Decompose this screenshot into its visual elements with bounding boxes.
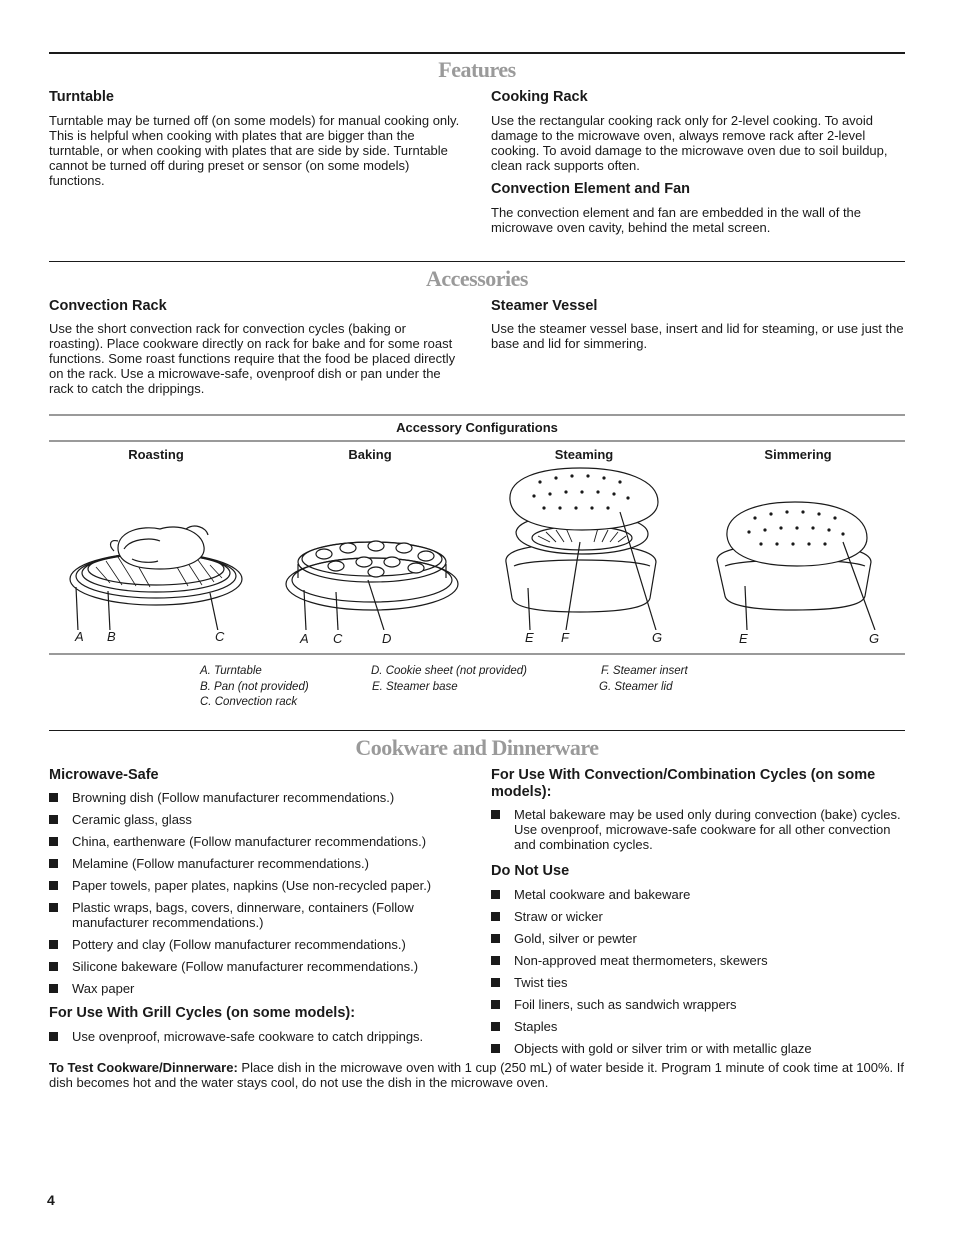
legend-f: F. Steamer insert <box>601 665 688 677</box>
bullet-icon <box>49 793 58 802</box>
cookware-rule <box>49 730 905 731</box>
roasting-label-b: B <box>107 629 116 644</box>
do-not-use-heading: Do Not Use <box>491 863 570 879</box>
list-item: Browning dish (Follow manufacturer recommendations.) <box>49 790 462 805</box>
steaming-label-g: G <box>652 630 663 645</box>
bullet-icon <box>491 1022 500 1031</box>
bullet-icon <box>49 962 58 971</box>
roasting-label-a: A <box>75 629 84 644</box>
convection-element-heading: Convection Element and Fan <box>491 181 690 197</box>
grill-list <box>49 1029 462 1051</box>
cooking-rack-body: Use the rectangular cooking rack only for 2-level cooking. To avoid damage to the microwave oven, always remove rack after 2-level cooking. To avoid damage to the microwave oven due to soil buildup, clean rack supports often. <box>491 113 888 173</box>
list-item: China, earthenware (Follow manufacturer recommendations.) <box>49 834 462 849</box>
legend-e: E. Steamer base <box>372 681 458 693</box>
list-item: Melamine (Follow manufacturer recommendations.) <box>49 856 462 871</box>
features-title: Features <box>438 57 516 82</box>
baking-label-c: C <box>333 631 343 646</box>
bullet-icon <box>491 810 500 819</box>
cookware-title: Cookware and Dinnerware <box>355 735 599 760</box>
list-item: Ceramic glass, glass <box>49 812 462 827</box>
list-item: Plastic wraps, bags, covers, dinnerware, containers (Follow manufacturer recommendations.) <box>49 900 462 930</box>
list-item: Wax paper <box>49 981 462 996</box>
col-baking: Baking <box>348 447 392 462</box>
convection-list <box>491 807 905 859</box>
steaming-label-e: E <box>525 630 534 645</box>
bullet-icon <box>49 903 58 912</box>
steaming-label-f: F <box>561 630 569 645</box>
bullet-icon <box>491 890 500 899</box>
bullet-icon <box>491 934 500 943</box>
roasting-label-c: C <box>215 629 225 644</box>
config-head-rule <box>49 440 905 442</box>
bullet-icon <box>491 978 500 987</box>
config-top-rule <box>49 414 905 416</box>
bullet-icon <box>49 815 58 824</box>
bullet-icon <box>491 956 500 965</box>
config-title: Accessory Configurations <box>396 420 558 435</box>
turntable-heading: Turntable <box>49 89 114 105</box>
bullet-icon <box>49 859 58 868</box>
col-roasting: Roasting <box>128 447 184 462</box>
list-item: Foil liners, such as sandwich wrappers <box>491 997 905 1012</box>
convection-rack-heading: Convection Rack <box>49 298 167 314</box>
bullet-icon <box>491 1000 500 1009</box>
list-item: Paper towels, paper plates, napkins (Use non-recycled paper.) <box>49 878 462 893</box>
legend-a: A. Turntable <box>200 665 262 677</box>
microwave-safe-heading: Microwave-Safe <box>49 767 159 783</box>
bullet-icon <box>49 881 58 890</box>
test-cookware-body: Place dish in the microwave oven with 1 cup (250 mL) of water beside it. Program 1 minute of cook time at 100%. If dish becomes hot and the water stays cool, do not use the dish in the microwave oven. <box>49 1060 904 1090</box>
list-item: Non-approved meat thermometers, skewers <box>491 953 905 968</box>
features-top-rule <box>49 52 905 54</box>
list-item: Pottery and clay (Follow manufacturer recommendations.) <box>49 937 462 952</box>
bullet-icon <box>49 940 58 949</box>
test-cookware-note <box>49 1060 905 1090</box>
simmering-label-e: E <box>739 631 748 646</box>
simmering-illustration <box>715 490 885 630</box>
list-item: Staples <box>491 1019 905 1034</box>
col-simmering: Simmering <box>764 447 832 462</box>
bullet-icon <box>491 912 500 921</box>
list-item: Gold, silver or pewter <box>491 931 905 946</box>
legend-d: D. Cookie sheet (not provided) <box>371 665 527 677</box>
grill-heading: For Use With Grill Cycles (on some models): <box>49 1005 356 1021</box>
bullet-icon <box>49 984 58 993</box>
simmering-label-g: G <box>869 631 880 646</box>
list-item: Metal cookware and bakeware <box>491 887 905 902</box>
list-item: Objects with gold or silver trim or with metallic glaze <box>491 1041 905 1056</box>
page-number: 4 <box>47 1192 55 1208</box>
baking-illustration <box>280 530 480 630</box>
col-steaming: Steaming <box>554 447 614 462</box>
legend-g: G. Steamer lid <box>599 681 673 693</box>
bullet-icon <box>49 837 58 846</box>
bullet-icon <box>49 1032 58 1041</box>
convection-rack-body: Use the short convection rack for convection cycles (baking or roasting). Place cookware directly on rack for bake and for some roast functions. Some roast functions require that the food be placed directly on the rack. Use a microwave-safe, ovenproof dish or pan under the rack to catch the drippings. <box>49 321 456 396</box>
list-item: Straw or wicker <box>491 909 905 924</box>
steamer-vessel-heading: Steamer Vessel <box>491 298 598 314</box>
baking-label-d: D <box>382 631 392 646</box>
do-not-use-list <box>491 887 905 1063</box>
turntable-body: Turntable may be turned off (on some models) for manual cooking only. This is helpful when cooking with plates that are bigger than the turntable, or when cooking with plates that are side by side. Turntable cannot be turned off during preset or sensor (on some models) functions. <box>49 113 460 188</box>
list-item: Twist ties <box>491 975 905 990</box>
list-item: Metal bakeware may be used only during convection (bake) cycles. Use ovenproof, microwave-safe cookware for all other convection and combination cycles. <box>491 807 905 852</box>
steaming-illustration <box>500 462 670 630</box>
legend-c: C. Convection rack <box>200 696 298 708</box>
roasting-illustration <box>60 515 260 630</box>
convection-element-body: The convection element and fan are embedded in the wall of the microwave oven cavity, behind the metal screen. <box>491 205 862 235</box>
list-item: Silicone bakeware (Follow manufacturer recommendations.) <box>49 959 462 974</box>
accessories-rule <box>49 261 905 262</box>
convection-heading: For Use With Convection/Combination Cycles (on some models): <box>491 767 876 800</box>
legend-b: B. Pan (not provided) <box>200 681 309 693</box>
test-cookware-label: To Test Cookware/Dinnerware: <box>49 1060 238 1075</box>
bullet-icon <box>491 1044 500 1053</box>
baking-label-a: A <box>300 631 309 646</box>
config-bottom-rule <box>49 653 905 655</box>
steamer-vessel-body: Use the steamer vessel base, insert and lid for steaming, or use just the base and lid for simmering. <box>491 321 904 351</box>
accessories-title: Accessories <box>425 266 528 291</box>
list-item: Use ovenproof, microwave-safe cookware to catch drippings. <box>49 1029 462 1044</box>
microwave-safe-list <box>49 790 462 1003</box>
cooking-rack-heading: Cooking Rack <box>491 89 588 105</box>
